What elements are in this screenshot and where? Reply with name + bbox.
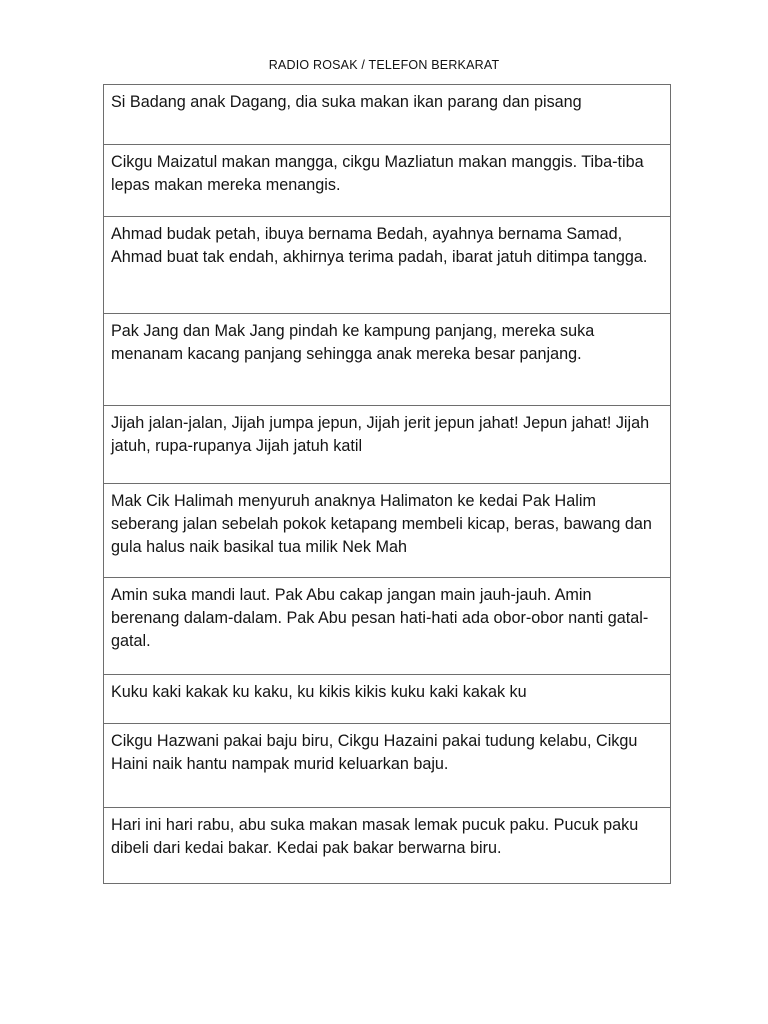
table-cell: Cikgu Maizatul makan mangga, cikgu Mazliatun makan manggis. Tiba-tiba lepas makan mereka menangis. [104,145,671,217]
page-title: RADIO ROSAK / TELEFON BERKARAT [268,58,500,72]
table-cell: Si Badang anak Dagang, dia suka makan ikan parang dan pisang [104,85,671,145]
table-body [104,85,671,884]
table-row [104,145,671,217]
table-cell: Jijah jalan-jalan, Jijah jumpa jepun, Jijah jerit jepun jahat! Jepun jahat! Jijah jatuh, rupa-rupanya Jijah jatuh katil [104,406,671,484]
table-cell: Mak Cik Halimah menyuruh anaknya Halimaton ke kedai Pak Halim seberang jalan sebelah pokok ketapang membeli kicap, beras, bawang dan gula halus naik basikal tua milik Nek Mah [104,484,671,578]
table-cell: Kuku kaki kakak ku kaku, ku kikis kikis kuku kaki kakak ku [104,675,671,724]
table-row [104,484,671,578]
table-row [104,406,671,484]
table-cell: Cikgu Hazwani pakai baju biru, Cikgu Hazaini pakai tudung kelabu, Cikgu Haini naik hantu nampak murid keluarkan baju. [104,724,671,808]
table-row [104,217,671,314]
table-cell: Pak Jang dan Mak Jang pindah ke kampung panjang, mereka suka menanam kacang panjang sehingga anak mereka besar panjang. [104,314,671,406]
table-cell: Ahmad budak petah, ibuya bernama Bedah, ayahnya bernama Samad, Ahmad buat tak endah, akhirnya terima padah, ibarat jatuh ditimpa tangga. [104,217,671,314]
table-row [104,724,671,808]
table-cell: Amin suka mandi laut. Pak Abu cakap jangan main jauh-jauh. Amin berenang dalam-dalam. Pak Abu pesan hati-hati ada obor-obor nanti gatal-gatal. [104,578,671,675]
table-row [104,85,671,145]
table-row [104,808,671,884]
table-row [104,314,671,406]
table-row [104,578,671,675]
table-row [104,675,671,724]
table-cell: Hari ini hari rabu, abu suka makan masak lemak pucuk paku. Pucuk paku dibeli dari kedai bakar. Kedai pak bakar berwarna biru. [104,808,671,884]
tongue-twister-table [103,84,671,884]
